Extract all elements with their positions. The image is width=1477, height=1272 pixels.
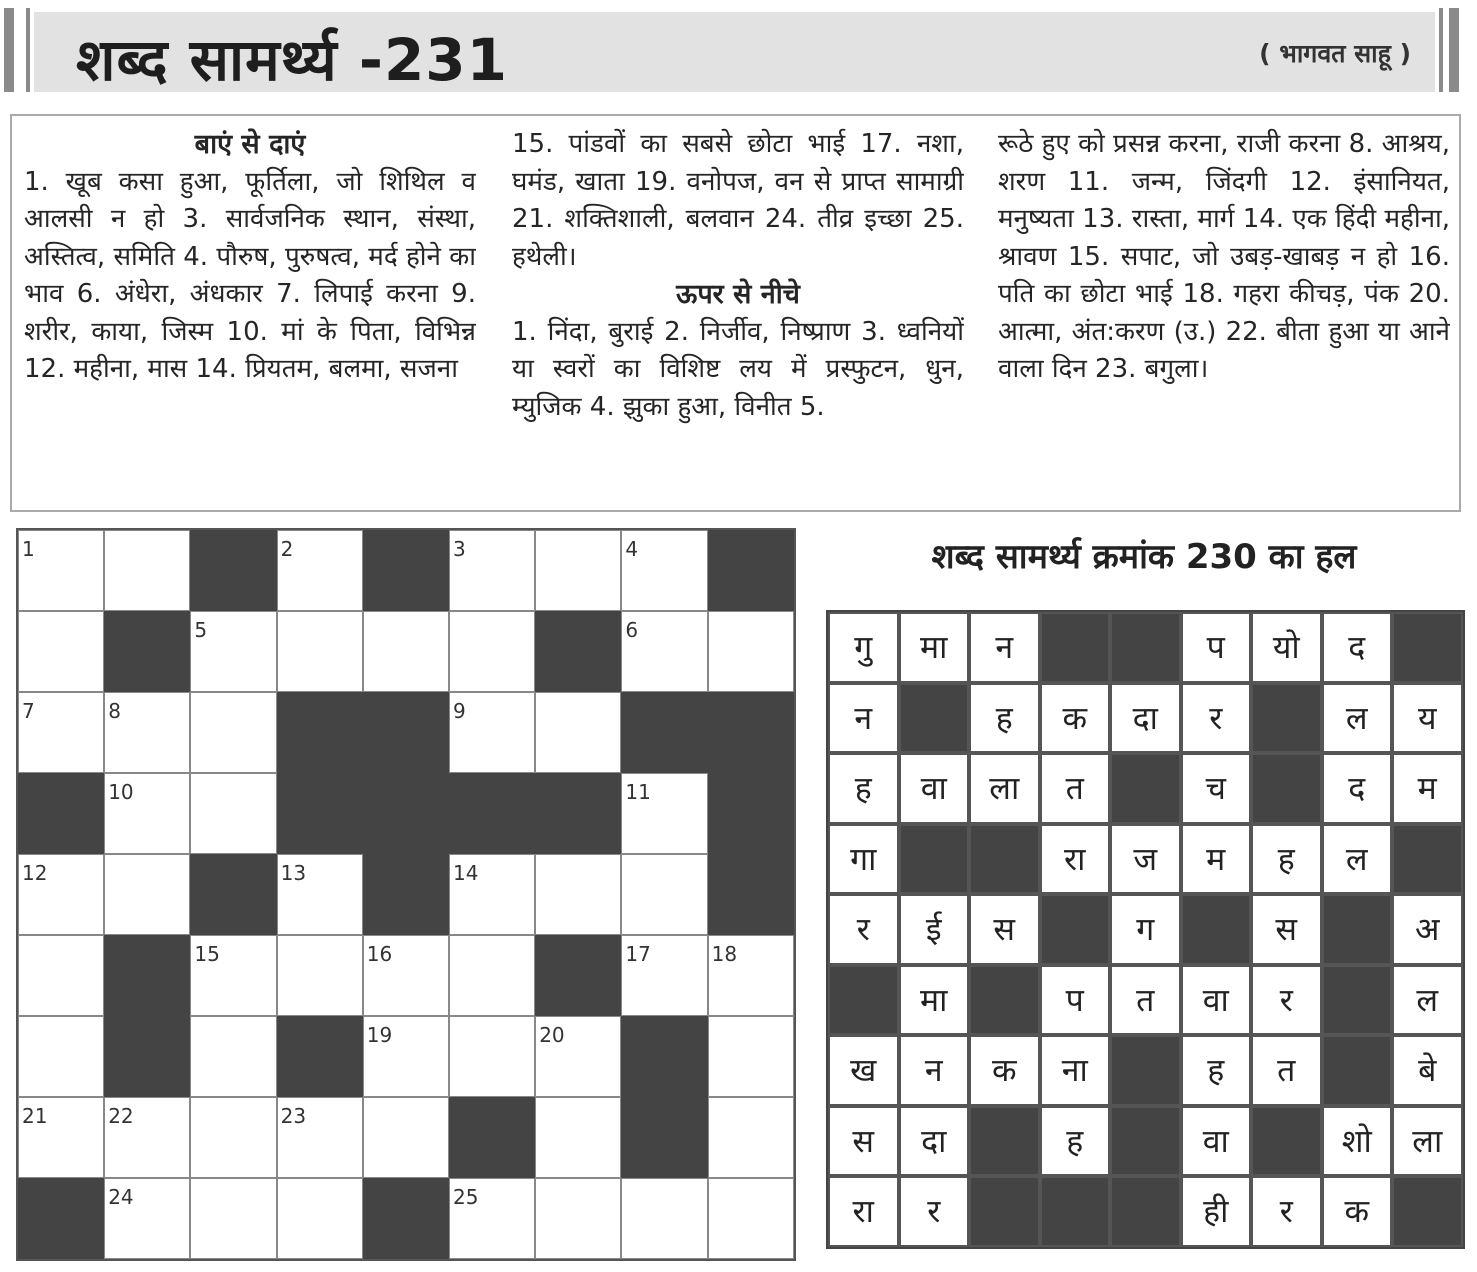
crossword-cell[interactable] <box>104 1178 190 1259</box>
solution-block-cell <box>1040 612 1111 683</box>
solution-cell: शो <box>1322 1106 1393 1177</box>
crossword-cell[interactable] <box>18 1097 104 1178</box>
solution-block-cell <box>1110 1176 1181 1247</box>
solution-block-cell <box>1392 612 1463 683</box>
clue-number: 5 <box>194 618 208 642</box>
solution-block-cell <box>1110 612 1181 683</box>
crossword-cell[interactable] <box>449 530 535 611</box>
crossword-block-cell <box>104 935 190 1016</box>
header-banner <box>4 8 1459 96</box>
solution-cell: ह <box>1040 1106 1111 1177</box>
solution-cell: मा <box>899 965 970 1036</box>
solution-cell: ह <box>1181 1035 1252 1106</box>
crossword-cell[interactable] <box>535 1178 621 1259</box>
clues-column-3 <box>998 126 1450 506</box>
crossword-block-cell <box>621 692 707 773</box>
crossword-cell[interactable] <box>190 692 276 773</box>
crossword-cell[interactable] <box>535 1016 621 1097</box>
crossword-cell[interactable] <box>277 530 363 611</box>
crossword-cell[interactable] <box>535 692 621 773</box>
solution-cell: र <box>1251 965 1322 1036</box>
solution-cell: क <box>1322 1176 1393 1247</box>
clue-number: 24 <box>108 1185 134 1209</box>
crossword-block-cell <box>277 773 363 854</box>
solution-cell: स <box>828 1106 899 1177</box>
crossword-block-cell <box>18 1178 104 1259</box>
solution-cell: द <box>1322 753 1393 824</box>
crossword-cell[interactable] <box>621 611 707 692</box>
crossword-block-cell <box>708 530 794 611</box>
across-heading: बाएं से दाएं <box>194 129 306 160</box>
solution-cell: वा <box>1181 965 1252 1036</box>
crossword-block-cell <box>621 1016 707 1097</box>
clue-number: 22 <box>108 1104 134 1128</box>
solution-block-cell <box>1110 1106 1181 1177</box>
clue-number: 8 <box>108 699 121 723</box>
crossword-cell[interactable] <box>104 692 190 773</box>
crossword-block-cell <box>449 773 535 854</box>
crossword-cell[interactable] <box>449 935 535 1016</box>
crossword-cell[interactable] <box>363 935 449 1016</box>
solution-cell: मा <box>899 612 970 683</box>
crossword-block-cell <box>363 692 449 773</box>
clue-number: 6 <box>625 618 639 642</box>
solution-cell: न <box>828 683 899 754</box>
clue-number: 3 <box>453 537 466 561</box>
clues-column-1 <box>24 126 476 506</box>
clue-number: 25 <box>453 1185 479 1209</box>
solution-cell: ना <box>1040 1035 1111 1106</box>
solution-block-cell <box>969 824 1040 895</box>
clue-number: 14 <box>453 861 479 885</box>
solution-block-cell <box>1322 1035 1393 1106</box>
crossword-cell[interactable] <box>104 854 190 935</box>
header-bar-left-thin <box>26 8 30 92</box>
solution-cell: च <box>1181 753 1252 824</box>
clue-number: 17 <box>625 942 651 966</box>
solution-block-cell <box>1040 1176 1111 1247</box>
solution-block-cell <box>969 1106 1040 1177</box>
solution-block-cell <box>1110 1035 1181 1106</box>
crossword-cell[interactable] <box>104 773 190 854</box>
solution-cell: ग <box>1110 894 1181 965</box>
solution-cell: न <box>969 612 1040 683</box>
clue-number: 10 <box>108 780 134 804</box>
down-heading: ऊपर से नीचे <box>676 279 800 310</box>
clue-number: 11 <box>625 780 651 804</box>
solution-cell: स <box>1251 894 1322 965</box>
solution-block-cell <box>1322 894 1393 965</box>
crossword-block-cell <box>708 854 794 935</box>
down-clues-part1: 1. निंदा, बुराई 2. निर्जीव, निष्प्राण 3. ध्वनियों या स्वरों का विशिष्ट लय में प्रस्फुटन, धुन, म्युजिक 4. झुका हुआ, विनीत 5. <box>512 316 964 422</box>
crossword-cell[interactable] <box>535 1097 621 1178</box>
header-bar-left <box>4 8 14 92</box>
crossword-cell[interactable] <box>190 611 276 692</box>
crossword-cell[interactable] <box>449 611 535 692</box>
crossword-cell[interactable] <box>190 935 276 1016</box>
solution-cell: ह <box>828 753 899 824</box>
clue-number: 23 <box>280 1104 307 1128</box>
solution-block-cell <box>969 1176 1040 1247</box>
crossword-block-cell <box>363 854 449 935</box>
clue-number: 9 <box>453 699 466 723</box>
solution-block-cell <box>1040 894 1111 965</box>
crossword-cell[interactable] <box>190 1016 276 1097</box>
clue-number: 2 <box>280 537 294 561</box>
crossword-cell[interactable] <box>708 611 794 692</box>
solution-cell: र <box>1251 1176 1322 1247</box>
crossword-grid <box>16 528 796 1261</box>
solution-block-cell <box>828 965 899 1036</box>
crossword-block-cell <box>363 773 449 854</box>
clue-number: 18 <box>711 942 738 966</box>
crossword-block-cell <box>18 773 104 854</box>
across-clues-part1: 1. खूब कसा हुआ, फूर्तिला, जो शिथिल व आलसी न हो 3. सार्वजनिक स्थान, संस्था, अस्तित्व, समिति 4. पौरुष, पुरुषत्व, मर्द होने का भाव 6. अंधेरा, अंधकार 7. लिपाई करना 9. शरीर, काया, जिस्म 10. मां के पिता, विभिन्न 12. महीना, मास 14. प्रियतम, बलमा, सजना <box>24 166 476 384</box>
crossword-cell[interactable] <box>363 1097 449 1178</box>
solution-block-cell <box>1251 753 1322 824</box>
solution-cell: ही <box>1181 1176 1252 1247</box>
clue-number: 4 <box>625 537 639 561</box>
solution-cell: द <box>1322 612 1393 683</box>
solution-block-cell <box>969 965 1040 1036</box>
solution-cell: अ <box>1392 894 1463 965</box>
crossword-cell[interactable] <box>449 854 535 935</box>
solution-cell: प <box>1181 612 1252 683</box>
crossword-cell[interactable] <box>277 1097 363 1178</box>
solution-block-cell <box>1251 683 1322 754</box>
solution-cell: वा <box>899 753 970 824</box>
clue-number: 13 <box>280 861 307 885</box>
clue-number: 21 <box>22 1104 48 1128</box>
clue-number: 7 <box>22 699 35 723</box>
solution-cell: ह <box>1251 824 1322 895</box>
author-credit: ( भागवत साहू ) <box>1259 39 1411 68</box>
solution-cell: क <box>1040 683 1111 754</box>
solution-cell: म <box>1181 824 1252 895</box>
header-bar-right <box>1449 8 1459 92</box>
solution-cell: ला <box>969 753 1040 824</box>
solution-cell: ह <box>969 683 1040 754</box>
solution-cell: र <box>828 894 899 965</box>
crossword-cell[interactable] <box>104 530 190 611</box>
down-clues-part2: रूठे हुए को प्रसन्न करना, राजी करना 8. आश्रय, शरण 11. जन्म, जिंदगी 12. इंसानियत, मनुष्यता 13. रास्ता, मार्ग 14. एक हिंदी महीना, श्रावण 15. सपाट, जो उबड़-खाबड़ न हो 16. पति का छोटा भाई 18. गहरा कीचड़, पंक 20. आत्मा, अंत:करण (उ.) 22. बीता हुआ या आने वाला दिन 23. बगुला। <box>998 129 1450 384</box>
clue-number: 20 <box>539 1023 565 1047</box>
solution-cell: म <box>1392 753 1463 824</box>
crossword-cell[interactable] <box>535 530 621 611</box>
crossword-cell[interactable] <box>190 773 276 854</box>
clues-column-2 <box>512 126 964 506</box>
clue-number: 19 <box>366 1023 393 1047</box>
solution-cell: रा <box>1040 824 1111 895</box>
crossword-cell[interactable] <box>277 935 363 1016</box>
crossword-cell[interactable] <box>621 935 707 1016</box>
solution-cell: बे <box>1392 1035 1463 1106</box>
crossword-cell[interactable] <box>708 1178 794 1259</box>
solution-cell: ख <box>828 1035 899 1106</box>
crossword-block-cell <box>535 773 621 854</box>
crossword-cell[interactable] <box>621 773 707 854</box>
crossword-block-cell <box>449 1097 535 1178</box>
clue-number: 12 <box>22 861 48 885</box>
crossword-cell[interactable] <box>708 1097 794 1178</box>
solution-cell: दा <box>1110 683 1181 754</box>
clue-number: 16 <box>366 942 393 966</box>
crossword-block-cell <box>363 1178 449 1259</box>
solution-cell: यो <box>1251 612 1322 683</box>
solution-cell: र <box>1181 683 1252 754</box>
crossword-block-cell <box>708 692 794 773</box>
crossword-cell[interactable] <box>18 611 104 692</box>
solution-cell: न <box>899 1035 970 1106</box>
solution-cell: ला <box>1392 1106 1463 1177</box>
crossword-block-cell <box>621 1097 707 1178</box>
crossword-cell[interactable] <box>621 530 707 611</box>
crossword-cell[interactable] <box>363 1016 449 1097</box>
crossword-block-cell <box>535 611 621 692</box>
crossword-block-cell <box>363 530 449 611</box>
solution-cell: त <box>1040 753 1111 824</box>
solution-cell: ई <box>899 894 970 965</box>
crossword-block-cell <box>277 1016 363 1097</box>
solution-cell: ल <box>1322 683 1393 754</box>
crossword-block-cell <box>277 692 363 773</box>
crossword-cell[interactable] <box>277 854 363 935</box>
crossword-block-cell <box>708 773 794 854</box>
solution-cell: ल <box>1392 965 1463 1036</box>
crossword-block-cell <box>104 1016 190 1097</box>
solution-block-cell <box>899 683 970 754</box>
solution-cell: दा <box>899 1106 970 1177</box>
crossword-cell[interactable] <box>535 854 621 935</box>
crossword-cell[interactable] <box>449 1178 535 1259</box>
solution-cell: गु <box>828 612 899 683</box>
solution-cell: त <box>1251 1035 1322 1106</box>
across-clues-part2: 15. पांडवों का सबसे छोटा भाई 17. नशा, घमंड, खाता 19. वनोपज, वन से प्राप्त सामाग्री 21. शक्तिशाली, बलवान 24. तीव्र इच्छा 25. हथेली। <box>512 129 964 272</box>
crossword-cell[interactable] <box>18 935 104 1016</box>
crossword-block-cell <box>535 935 621 1016</box>
crossword-block-cell <box>104 611 190 692</box>
crossword-cell[interactable] <box>708 935 794 1016</box>
crossword-cell[interactable] <box>277 611 363 692</box>
clue-number: 15 <box>194 942 220 966</box>
solution-cell: रा <box>828 1176 899 1247</box>
crossword-cell[interactable] <box>18 1016 104 1097</box>
solution-block-cell <box>1392 824 1463 895</box>
crossword-cell[interactable] <box>621 1178 707 1259</box>
solution-block-cell <box>899 824 970 895</box>
crossword-cell[interactable] <box>18 692 104 773</box>
crossword-cell[interactable] <box>449 1016 535 1097</box>
solution-cell: त <box>1110 965 1181 1036</box>
solution-cell: ल <box>1322 824 1393 895</box>
solution-cell: स <box>969 894 1040 965</box>
crossword-cell[interactable] <box>277 1178 363 1259</box>
solution-cell: क <box>969 1035 1040 1106</box>
solution-title: शब्द सामर्थ्य क्रमांक 230 का हल <box>931 537 1357 577</box>
crossword-block-cell <box>190 854 276 935</box>
solution-block-cell <box>1322 965 1393 1036</box>
solution-block-cell <box>1392 1176 1463 1247</box>
solution-block-cell <box>1110 753 1181 824</box>
crossword-block-cell <box>190 530 276 611</box>
solution-cell: गा <box>828 824 899 895</box>
solution-grid <box>826 610 1465 1249</box>
crossword-cell[interactable] <box>190 1097 276 1178</box>
solution-cell: र <box>899 1176 970 1247</box>
crossword-cell[interactable] <box>708 1016 794 1097</box>
crossword-cell[interactable] <box>104 1097 190 1178</box>
crossword-cell[interactable] <box>363 611 449 692</box>
solution-cell: ज <box>1110 824 1181 895</box>
solution-cell: वा <box>1181 1106 1252 1177</box>
crossword-cell[interactable] <box>449 692 535 773</box>
solution-block-cell <box>1181 894 1252 965</box>
header-bar-right-thin <box>1439 8 1443 92</box>
solution-cell: प <box>1040 965 1111 1036</box>
solution-block-cell <box>1251 1106 1322 1177</box>
solution-cell: य <box>1392 683 1463 754</box>
clues-box <box>10 114 1461 512</box>
crossword-cell[interactable] <box>18 530 104 611</box>
clue-number: 1 <box>22 537 35 561</box>
crossword-cell[interactable] <box>18 854 104 935</box>
page-title: शब्द सामर्थ्य -231 <box>76 26 509 94</box>
crossword-cell[interactable] <box>621 854 707 935</box>
crossword-cell[interactable] <box>190 1178 276 1259</box>
